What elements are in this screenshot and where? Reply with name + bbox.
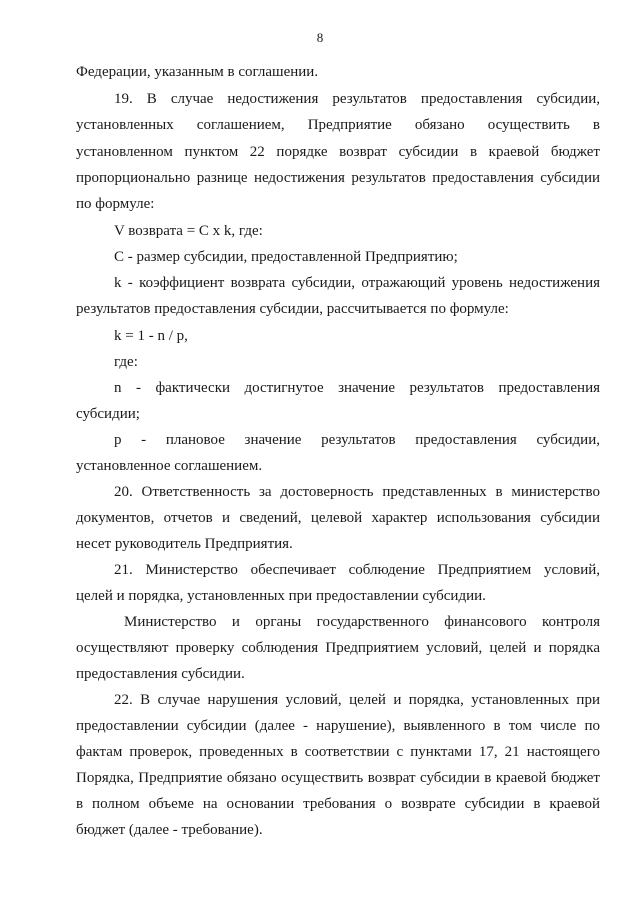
text-line: пропорционально разнице недостижения результатов предоставления субсидии	[76, 170, 600, 186]
text-line: Порядка, Предприятие обязано осуществить возврат субсидии в краевой бюджет	[76, 770, 600, 786]
text-line: Федерации, указанным в соглашении.	[76, 64, 319, 80]
text-line: предоставлении субсидии (далее - нарушение), выявленного в том числе по	[76, 718, 600, 734]
text-line: осуществляют проверку соблюдения Предприятием условий, целей и порядка	[76, 640, 600, 656]
text-line: документов, отчетов и сведений, целевой характер использования субсидии	[76, 510, 600, 526]
text-line: фактам проверок, проведенных в соответствии с пунктами 17, 21 настоящего	[76, 744, 600, 760]
text-line: в полном объеме на основании требования о возврате субсидии в краевой	[76, 796, 600, 812]
text-line: несет руководитель Предприятия.	[76, 536, 293, 552]
text-line: установленное соглашением.	[76, 458, 263, 474]
text-line: C - размер субсидии, предоставленной Предприятию;	[114, 249, 458, 265]
formula-line: k = 1 - n / p,	[114, 328, 188, 344]
text-line: по формуле:	[76, 196, 155, 212]
text-line: установленном пунктом 22 порядке возврат субсидии в краевой бюджет	[76, 144, 600, 160]
text-line: 19. В случае недостижения результатов предоставления субсидии,	[114, 91, 600, 107]
text-line: n - фактически достигнутое значение результатов предоставления	[114, 380, 600, 396]
text-line: k - коэффициент возврата субсидии, отражающий уровень недостижения	[114, 275, 600, 291]
text-line: бюджет (далее - требование).	[76, 822, 263, 838]
text-line: установленных соглашением, Предприятие обязано осуществить в	[76, 117, 600, 133]
text-line: p - плановое значение результатов предоставления субсидии,	[114, 432, 600, 448]
page-number: 8	[316, 30, 324, 45]
text-line: 20. Ответственность за достоверность представленных в министерство	[114, 484, 600, 500]
text-line: предоставления субсидии.	[76, 666, 245, 682]
text-line: Министерство и органы государственного финансового контроля	[124, 614, 600, 630]
text-line: 21. Министерство обеспечивает соблюдение Предприятием условий,	[114, 562, 600, 578]
text-line: результатов предоставления субсидии, рассчитывается по формуле:	[76, 301, 509, 317]
formula-line: V возврата = C x k, где:	[114, 223, 263, 239]
text-line: целей и порядка, установленных при предоставлении субсидии.	[76, 588, 486, 604]
text-line: 22. В случае нарушения условий, целей и порядка, установленных при	[114, 692, 600, 708]
text-line: субсидии;	[76, 406, 140, 422]
text-line: где:	[114, 354, 138, 370]
